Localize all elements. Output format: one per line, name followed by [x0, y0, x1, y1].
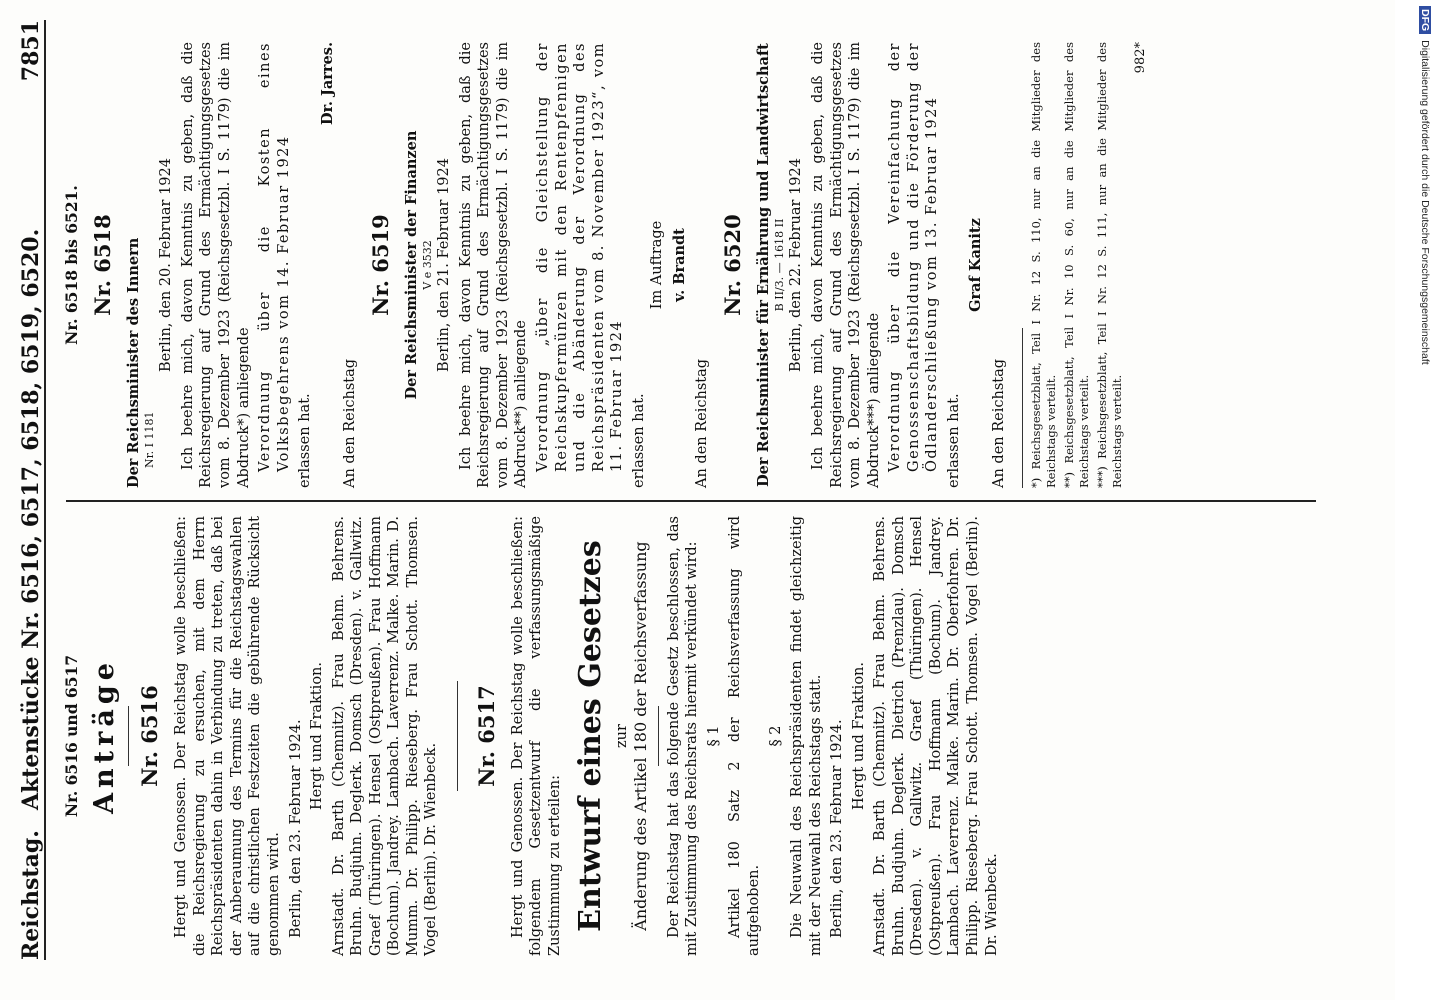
nr-6519-title: Nr. 6519 [367, 214, 393, 316]
nr-6518-signer: Dr. Jarres. [318, 42, 336, 125]
nr-6518-body: Ich beehre mich, davon Kenntnis zu geben, daß die Reichsregierung auf Grund des Ermächtigungsgesetzes vom 8. Dezember 1923 (Reichsgesetzbl. I S. 1179) die im Abdruck*) anliegende [179, 42, 252, 488]
nr-6518-title: Nr. 6518 [89, 214, 115, 316]
divider [457, 681, 458, 791]
nr-6518-ministry: Der Reichsminister des Innern [124, 237, 142, 488]
paragraph-1-text: Artikel 180 Satz 2 der Reichsverfassung wird aufgehoben. [727, 516, 763, 956]
nr-6519-ministry: Der Reichsminister der Finanzen [402, 130, 420, 400]
nr-6516-signers-head: Hergt und Fraktion. [309, 662, 326, 811]
entwurf-subject: Änderung des Artikel 180 der Reichsverfassung [631, 541, 651, 931]
entwurf-preamble: Der Reichstag hat das folgende Gesetz beschlossen, das mit Zustimmung des Reichsrats hiermit verkündet wird: [665, 516, 701, 956]
divider [658, 706, 659, 766]
nr-6516-signers: Arnstadt. Dr. Barth (Chemnitz). Frau Behm. Behrens. Bruhn. Budjuhn. Deglerk. Domsch (Dresden). v. Gallwitz. Graef (Thüringen). Hensel (Ostpreußen). Frau Hoffmann (Bochum). Jandrey. Lambach. Laverrenz. Malke. Marin. D. Mumm. Dr. Philipp. Rieseberg. Frau Schott. Thomsen. Vogel (Berlin). Dr. Wienbeck. [330, 516, 440, 956]
nr-6517-title: Nr. 6517 [473, 685, 499, 787]
nr-6519-verordnung: Verordnung „über die Gleichstellung der Reichskupfermünzen mit den Rentenpfennigen und die Abänderung der Verordnung des Reichspräsidenten vom 8. November 1923“, vom 11. Februar 1924 [535, 42, 626, 472]
nr-6519-im-auftrage: Im Auftrage [649, 220, 666, 310]
nr-6520-verordnung: Verordnung über die Vereinfachung der Genossenschaftsbildung und die Förderung der Ödlanderschließung vom 13. Februar 1924 [887, 42, 941, 472]
right-column [60, 42, 1375, 488]
page-number-bottom: 982* [1133, 42, 1149, 74]
nr-6516-body: Hergt und Genossen. Der Reichstag wolle beschließen: die Reichsregierung zu ersuchen, mit dem Herrn Reichspräsidenten dahin in Verbindung zu treten, daß bei der Anberaumung des Termins für die Reichstagswahlen auf die christlichen Festzeiten die gebührende Rücksicht genommen wird. [173, 516, 282, 956]
antraege-heading: Anträge [88, 658, 120, 814]
footnote-2: **) Reichsgesetzblatt, Teil I Nr. 10 S. 60, nur an die Mitglieder des Reichstags verteilt. [1062, 42, 1092, 488]
dfg-logo: DFG [1419, 6, 1431, 34]
page-number-top: 7851 [18, 20, 44, 82]
entwurf-zur: zur [613, 724, 630, 748]
nr-6519-recipient: An den Reichstag [694, 358, 711, 488]
left-column [60, 516, 1375, 956]
nr-6520-body: Ich beehre mich, davon Kenntnis zu geben, daß die Reichsregierung auf Grund des Ermächtigungsgesetzes vom 8. Dezember 1923 (Reichsgesetzbl. I S. 1179) die im Abdruck***) anliegende [810, 42, 882, 488]
nr-6517-signers-head: Hergt und Fraktion. [850, 662, 867, 811]
entwurf-heading: Entwurf eines Gesetzes [573, 540, 609, 932]
digitization-margin [1395, 0, 1434, 1000]
nr-6518-recipient: An den Reichstag [342, 358, 359, 488]
footnote-3: ***) Reichsgesetzblatt, Teil I Nr. 12 S. 111, nur an die Mitglieder des Reichstags verteilt. [1095, 42, 1125, 488]
funding-note [1419, 6, 1431, 365]
nr-6518-erlassen: erlassen hat. [297, 393, 314, 488]
nr-6517-signers: Arnstadt. Dr. Barth (Chemnitz). Frau Behm. Behrens. Bruhn. Budjuhn. Deglerk. Dietrich (Prenzlau). Domsch (Dresden). v. Gallwitz. Graef (Thüringen). Hensel (Ostpreußen). Frau Hoffmann (Bochum). Jandrey. Lambach. Laverrenz. Malke. Marin. Dr. Oberfohren. Dr. Philipp. Rieseberg. Frau Schott. Thomsen. Vogel (Berlin). Dr. Wienbeck. [872, 516, 1000, 956]
paragraph-2-text: Die Neuwahl des Reichspräsidenten findet gleichzeitig mit der Neuwahl des Reichstags statt. [789, 516, 824, 956]
nr-6519-signer: v. Brandt [670, 228, 688, 302]
footnote-rule [1022, 328, 1023, 488]
nr-6517-date: Berlin, den 23. Februar 1924. [829, 719, 846, 938]
nr-6519-erlassen: erlassen hat. [630, 393, 647, 488]
running-header [6, 20, 46, 960]
nr-6520-recipient: An den Reichstag [990, 358, 1007, 488]
nr-6519-ref: V e 3532 [421, 240, 435, 290]
header-left: Reichstag. [18, 830, 44, 960]
paragraph-2: § 2 [767, 725, 784, 747]
column-divider [66, 500, 1316, 502]
nr-6518-ref: Nr. I 1181 [143, 411, 157, 468]
nr-6520-date: Berlin, den 22. Februar 1924 [788, 158, 805, 372]
header-title: Aktenstücke Nr. 6516, 6517, 6518, 6519, 6520. [18, 228, 44, 811]
nr-6516-title: Nr. 6516 [137, 685, 163, 787]
nr-6518-date: Berlin, den 20. Februar 1924 [158, 158, 175, 372]
nr-6520-title: Nr. 6520 [719, 214, 745, 316]
paragraph-1: § 1 [705, 725, 722, 747]
nr-6519-date: Berlin, den 21. Februar 1924 [436, 158, 453, 372]
nr-6520-signer: Graf Kanitz [967, 218, 985, 312]
nr-6520-erlassen: erlassen hat. [945, 393, 962, 488]
footnote-1: *) Reichsgesetzblatt, Teil I Nr. 12 S. 110, nur an die Mitglieder des Reichstags verteilt. [1029, 42, 1059, 488]
section-head-left: Nr. 6516 und 6517 [62, 654, 81, 818]
nr-6517-body: Hergt und Genossen. Der Reichstag wolle beschließen: folgendem Gesetzentwurf die verfassungsmäßige Zustimmung zu erteilen: [509, 516, 563, 956]
nr-6520-ministry: Der Reichsminister für Ernährung und Landwirtschaft [754, 43, 772, 487]
funding-note-text: Digitalisierung gefördert durch die Deutsche Forschungsgemeinschaft [1419, 40, 1431, 365]
nr-6516-date: Berlin, den 23. Februar 1924. [287, 719, 304, 938]
divider [128, 706, 129, 766]
nr-6519-body: Ich beehre mich, davon Kenntnis zu geben, daß die Reichsregierung auf Grund des Ermächtigungsgesetzes vom 8. Dezember 1923 (Reichsgesetzbl. I S. 1179) die im Abdruck**) anliegende [457, 42, 530, 488]
nr-6520-ref: B II/3. — 1618 II [773, 218, 787, 312]
section-head-right: Nr. 6518 bis 6521. [62, 185, 81, 345]
nr-6518-verordnung: Verordnung über die Kosten eines Volksbegehrens vom 14. Februar 1924 [257, 42, 292, 472]
